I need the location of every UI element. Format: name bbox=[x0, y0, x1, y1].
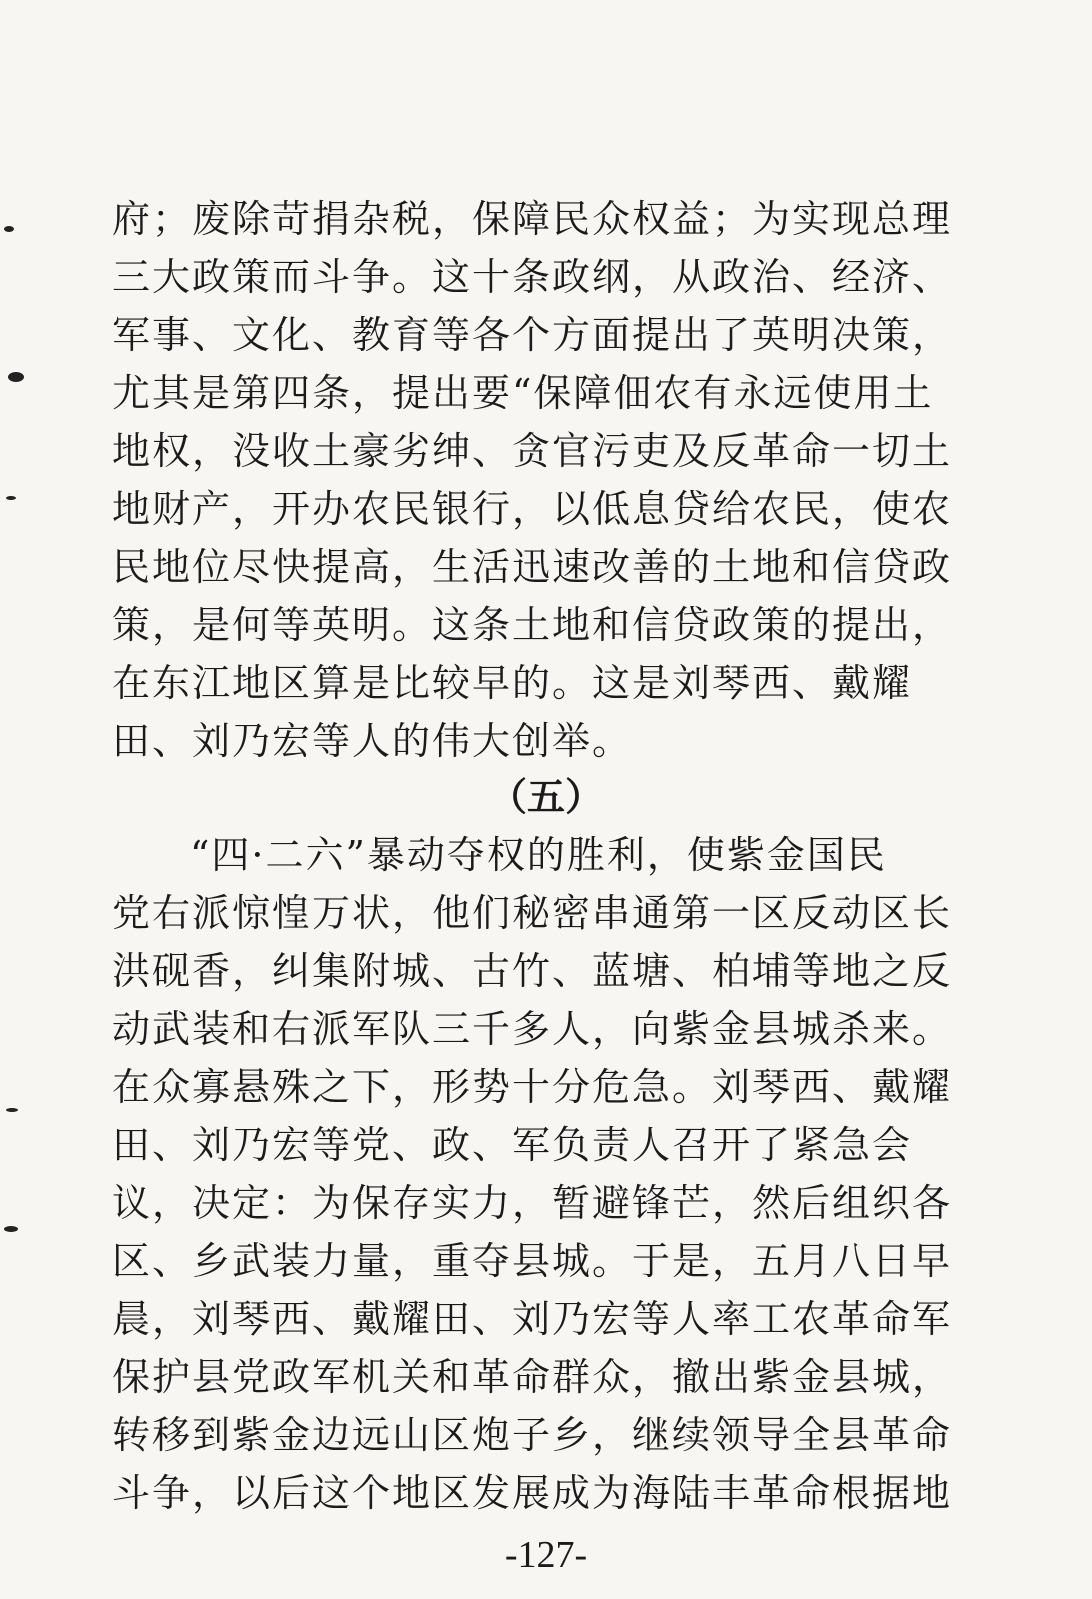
text-line: 动武装和右派军队三千多人，向紫金县城杀来。 bbox=[112, 1007, 953, 1051]
text-line: 议，决定：为保存实力，暂避锋芒，然后组织各 bbox=[112, 1181, 953, 1225]
text-line: 洪砚香，纠集附城、古竹、蓝塘、柏埔等地之反 bbox=[112, 949, 953, 993]
text-line: 在东江地区算是比较早的。这是刘琴西、戴耀 bbox=[112, 661, 913, 705]
text-line: 民地位尽快提高，生活迅速改善的土地和信贷政 bbox=[112, 545, 953, 589]
scan-speck bbox=[6, 1108, 18, 1112]
text-line: 斗争，以后这个地区发展成为海陆丰革命根据地 bbox=[112, 1471, 953, 1515]
text-line: 转移到紫金边远山区炮子乡，继续领导全县革命 bbox=[112, 1413, 953, 1457]
text-line-indented: “四·二六”暴动夺权的胜利，使紫金国民 bbox=[190, 833, 887, 877]
text-line: 晨，刘琴西、戴耀田、刘乃宏等人率工农革命军 bbox=[112, 1297, 953, 1341]
section-heading: （五） bbox=[488, 775, 603, 819]
scan-speck bbox=[4, 1226, 18, 1232]
page-number: -127- bbox=[504, 1534, 588, 1576]
text-line: 策，是何等英明。这条土地和信贷政策的提出， bbox=[112, 603, 953, 647]
text-line: 军事、文化、教育等各个方面提出了英明决策， bbox=[112, 313, 953, 357]
text-line: 地财产，开办农民银行，以低息贷给农民，使农 bbox=[112, 487, 953, 531]
scan-speck bbox=[6, 496, 16, 500]
text-line: 府；废除苛捐杂税，保障民众权益；为实现总理 bbox=[112, 197, 953, 241]
text-line: 田、刘乃宏等党、政、军负责人召开了紧急会 bbox=[112, 1123, 913, 1167]
text-line: 三大政策而斗争。这十条政纲，从政治、经济、 bbox=[112, 255, 953, 299]
text-line: 在众寡悬殊之下，形势十分危急。刘琴西、戴耀 bbox=[112, 1065, 953, 1109]
scan-speck bbox=[8, 372, 24, 382]
text-line: 地权，没收土豪劣绅、贪官污吏及反革命一切土 bbox=[112, 429, 953, 473]
text-line: 保护县党政军机关和革命群众，撤出紫金县城， bbox=[112, 1355, 953, 1399]
scan-speck bbox=[4, 226, 14, 232]
text-line: 党右派惊惶万状，他们秘密串通第一区反动区长 bbox=[112, 891, 953, 935]
text-line: 田、刘乃宏等人的伟大创举。 bbox=[112, 719, 633, 763]
text-line: 尤其是第四条，提出要“保障佃农有永远使用土 bbox=[112, 371, 934, 415]
text-line: 区、乡武装力量，重夺县城。于是，五月八日早 bbox=[112, 1239, 953, 1283]
